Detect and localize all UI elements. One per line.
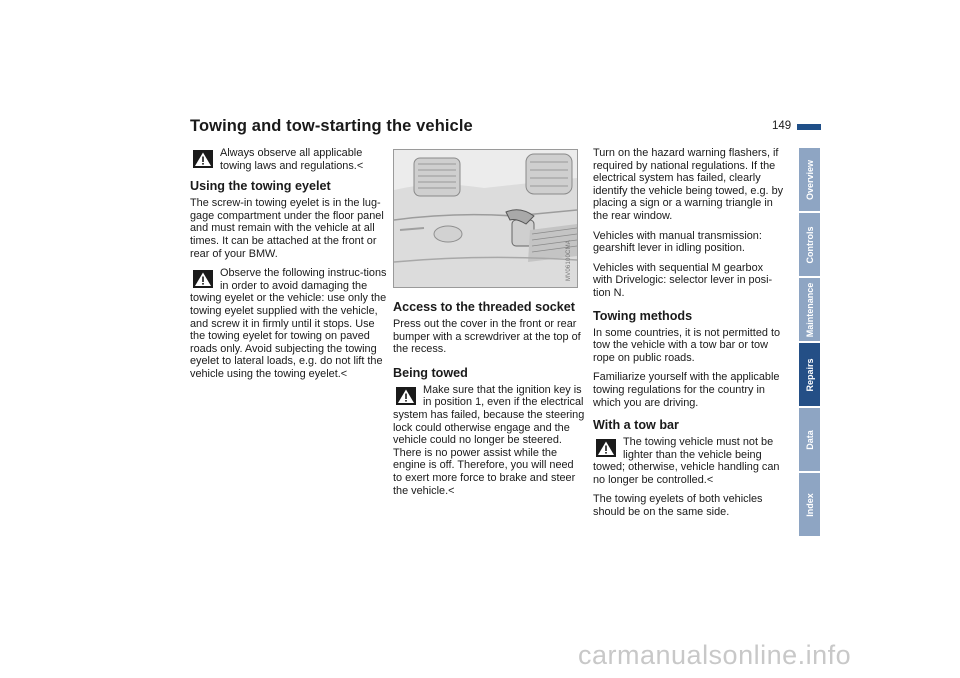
page-title: Towing and tow-starting the vehicle [190, 117, 473, 135]
page-number-bar [797, 124, 821, 130]
tab-controls[interactable]: Controls [799, 213, 820, 276]
section-heading: Being towed [393, 365, 468, 380]
warning-text: Observe the following instruc-tions in order to avoid damaging the towing eyelet or the vehicle: use only the towing eyelet supplied with the vehicle, and screw it in firmly until it stops. Use the towing eyelet for towing on paved roads only. Avoid subjecting the towing eyelet to lateral loads, e.g. do not lift the vehicle using the towing eyelet.< [190, 267, 387, 380]
paragraph: Vehicles with manual transmission: gearshift lever in idling position. [593, 229, 762, 255]
tab-index[interactable]: Index [799, 473, 820, 536]
column-3 [593, 147, 785, 526]
section-heading: Towing methods [593, 308, 693, 323]
warning-triangle-icon [193, 150, 213, 168]
warning-triangle-icon [596, 439, 616, 457]
warning-text: Make sure that the ignition key is in position 1, even if the electrical system has failed, because the steering lock could otherwise engage and the vehicle could no longer be steered. There is no power assist while the engine is off. Therefore, you will need to exert more force to brake and steer the vehicle.< [393, 383, 585, 497]
warning-triangle-icon [396, 387, 416, 405]
paragraph: The screw-in towing eyelet is in the lug-gage compartment under the floor panel and must remain with the vehicle at all times. It can be attached at the front or rear of your BMW. [190, 197, 384, 260]
column-2 [393, 149, 585, 504]
warning-triangle-icon [193, 270, 213, 288]
bumper-illustration [394, 150, 577, 287]
section-heading: With a tow bar [593, 418, 679, 433]
paragraph: Press out the cover in the front or rear bumper with a screwdriver at the top of the recess. [393, 318, 581, 356]
tab-maintenance[interactable]: Maintenance [799, 278, 820, 341]
tab-overview[interactable]: Overview [799, 148, 820, 211]
paragraph: Familiarize yourself with the applicable towing regulations for the country in which you are driving. [593, 371, 780, 409]
warning-block [393, 384, 585, 497]
page-number: 149 [772, 120, 792, 132]
warning-text: The towing vehicle must not be lighter than the vehicle being towed; otherwise, vehicle handling can no longer be controlled.< [593, 436, 780, 486]
section-heading: Using the towing eyelet [190, 179, 331, 194]
column-1 [190, 147, 387, 388]
warning-block [190, 147, 387, 172]
figure-code: MV06100CMA [566, 239, 573, 281]
section-heading: Access to the threaded socket [393, 300, 575, 314]
paragraph: Vehicles with sequential M gearbox with Drivelogic: selector lever in posi-tion N. [593, 261, 773, 299]
paragraph: Turn on the hazard warning flashers, if required by national regulations. If the electrical system has failed, clearly identify the vehicle being towed, e.g. by placing a sign or a warning triangle in the rear window. [593, 147, 784, 222]
paragraph: In some countries, it is not permitted to tow the vehicle with a tow bar or tow rope on public roads. [593, 326, 781, 364]
chapter-tabs [799, 148, 820, 538]
warning-block [190, 267, 387, 380]
paragraph: The towing eyelets of both vehicles should be on the same side. [593, 493, 763, 519]
warning-block [593, 436, 785, 486]
tab-repairs[interactable]: Repairs [799, 343, 820, 406]
tab-data[interactable]: Data [799, 408, 820, 471]
watermark: carmanualsonline.info [578, 640, 852, 670]
bumper-figure [393, 149, 578, 288]
warning-text: Always observe all applicable towing laws and regulations.< [220, 147, 364, 172]
